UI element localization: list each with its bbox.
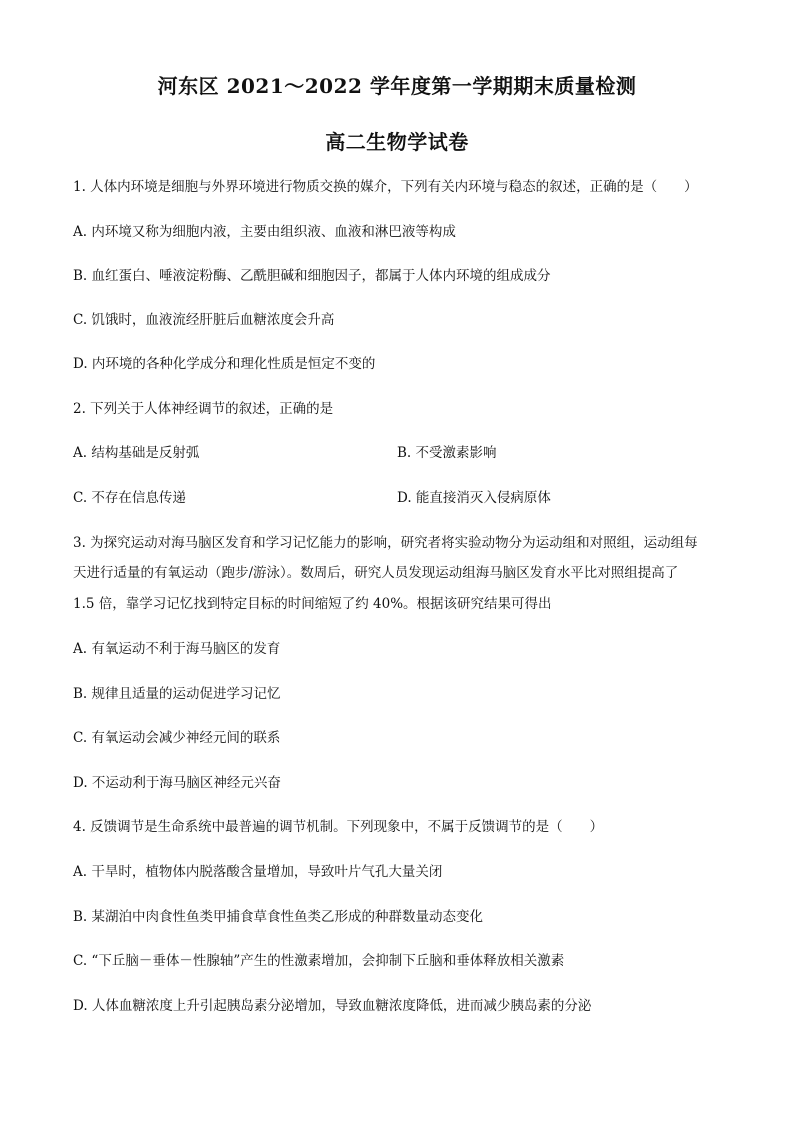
question-3-stem-line-1: 3. 为探究运动对海马脑区发育和学习记忆能力的影响，研究者将实验动物分为运动组和对照组，运动组每 <box>73 535 698 551</box>
question-3-option-d: D. 不运动利于海马脑区神经元兴奋 <box>73 775 281 791</box>
question-2-option-b: B. 不受激素影响 <box>397 445 497 461</box>
question-1-option-a: A. 内环境又称为细胞内液，主要由组织液、血液和淋巴液等构成 <box>73 224 456 240</box>
question-1-option-b: B. 血红蛋白、唾液淀粉酶、乙酰胆碱和细胞因子，都属于人体内环境的组成成分 <box>73 268 551 284</box>
exam-title: 河东区 2021～2022 学年度第一学期期末质量检测 <box>157 74 637 98</box>
question-1-option-c: C. 饥饿时，血液流经肝脏后血糖浓度会升高 <box>73 312 335 328</box>
question-4-option-b: B. 某湖泊中肉食性鱼类甲捕食草食性鱼类乙形成的种群数量动态变化 <box>73 909 484 925</box>
question-3-option-c: C. 有氧运动会减少神经元间的联系 <box>73 730 281 746</box>
question-3-stem-line-2: 天进行适量的有氧运动（跑步/游泳）。数周后，研究人员发现运动组海马脑区发育水平比对照组提高了 <box>73 565 679 581</box>
question-2-stem: 2. 下列关于人体神经调节的叙述，正确的是 <box>73 401 334 417</box>
question-2-option-c: C. 不存在信息传递 <box>73 490 186 506</box>
question-1-stem: 1. 人体内环境是细胞与外界环境进行物质交换的媒介，下列有关内环境与稳态的叙述，正确的是（ ） <box>73 179 698 195</box>
question-4-stem: 4. 反馈调节是生命系统中最普遍的调节机制。下列现象中，不属于反馈调节的是（ ） <box>73 819 604 835</box>
question-3-stem-line-3: 1.5 倍，靠学习记忆找到特定目标的时间缩短了约 40%。根据该研究结果可得出 <box>73 596 552 612</box>
question-2-option-d: D. 能直接消灭入侵病原体 <box>397 490 551 506</box>
question-4-option-c: C. “下丘脑－垂体－性腺轴”产生的性激素增加，会抑制下丘脑和垂体释放相关激素 <box>73 953 565 969</box>
question-3-option-a: A. 有氧运动不利于海马脑区的发育 <box>73 641 281 657</box>
question-4-option-a: A. 干旱时，植物体内脱落酸含量增加，导致叶片气孔大量关闭 <box>73 864 443 880</box>
question-2-option-a: A. 结构基础是反射弧 <box>73 445 200 461</box>
question-4-option-d: D. 人体血糖浓度上升引起胰岛素分泌增加，导致血糖浓度降低，进而减少胰岛素的分泌 <box>73 998 592 1014</box>
question-1-option-d: D. 内环境的各种化学成分和理化性质是恒定不变的 <box>73 356 376 372</box>
question-3-option-b: B. 规律且适量的运动促进学习记忆 <box>73 686 281 702</box>
exam-subtitle: 高二生物学试卷 <box>325 130 469 154</box>
